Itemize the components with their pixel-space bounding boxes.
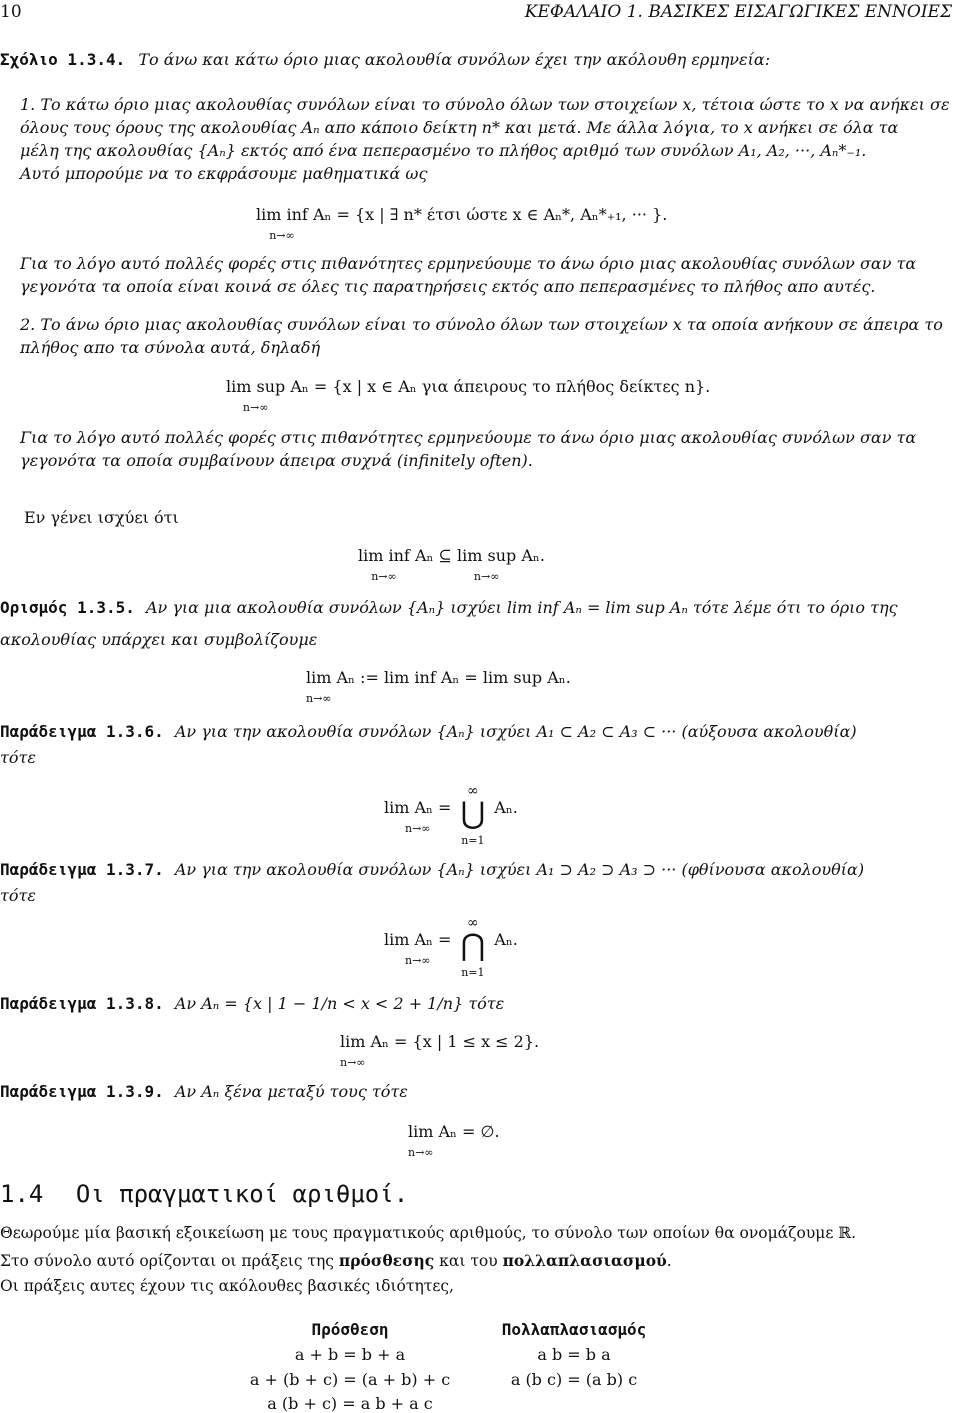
general-liminf-operator: lim inf <box>358 546 410 565</box>
section-line2-text: Στο σύνολο αυτό ορίζονται οι πράξεις της <box>0 1252 339 1270</box>
example-limit-equation <box>340 1032 539 1070</box>
example-label: Παράδειγμα 1.3.6. <box>0 722 164 741</box>
example-subscript: n→∞ <box>340 1056 366 1069</box>
table-cell-addition: a (b + c) = a b + a c <box>267 1394 433 1413</box>
item2-line: πλήθος απο τα σύνολα αυτά, δηλαδή <box>20 338 321 357</box>
general-limsup-operator: lim sup <box>457 546 517 565</box>
general-liminf-rest: Aₙ ⊆ <box>414 546 452 565</box>
section-line2-end: . <box>666 1252 672 1270</box>
running-title: ΚΕΦΑΛΑΙΟ 1. ΒΑΣΙΚΕΣ ΕΙΣΑΓΩΓΙΚΕΣ ΕΝΝΟΙΕΣ <box>524 2 952 22</box>
intersection-limit-subscript: n→∞ <box>405 954 431 967</box>
definition-subscript: n→∞ <box>306 692 332 705</box>
example-1-3-9 <box>0 1082 408 1101</box>
union-limit-subscript: n→∞ <box>405 822 431 835</box>
example-equation: lim Aₙ = {x | 1 ≤ x ≤ 2}. <box>340 1032 540 1051</box>
multiplication-term: πολλαπλασιασμού <box>502 1251 667 1270</box>
definition-line1: Αν για μια ακολουθία συνόλων {Aₙ} ισχύει lim inf Aₙ = lim sup Aₙ τότε λέμε ότι το όριο της <box>145 598 898 617</box>
item2-after-text <box>20 426 916 472</box>
remark <box>0 50 770 69</box>
item1-after-text <box>20 252 916 298</box>
limsup-operator: lim sup <box>226 377 286 396</box>
remark-intro: Το άνω και κάτω όριο μιας ακολουθία συνόλων έχει την ακόλουθη ερμηνεία: <box>138 50 771 69</box>
table-cell-multiplication: a b = b a <box>537 1345 611 1364</box>
liminf-definition: Aₙ = {x | ∃ n* έτσι ώστε x ∈ Aₙ*, Aₙ*₊₁, ··· }. <box>312 205 668 224</box>
definition-limit-equation: lim Aₙ := lim inf Aₙ = lim sup Aₙ. <box>306 668 571 687</box>
example-text: Αν για την ακολουθία συνόλων {Aₙ} ισχύει A₁ ⊂ A₂ ⊂ A₃ ⊂ ··· (αύξουσα ακολουθία) <box>174 722 857 741</box>
section-number: 1.4 <box>0 1180 44 1208</box>
table-cell-multiplication: a (b c) = (a b) c <box>510 1370 638 1389</box>
section-line2 <box>0 1251 672 1270</box>
general-limsup-subscript: n→∞ <box>473 570 500 583</box>
section-line2-mid: και του <box>434 1252 503 1270</box>
definition <box>0 598 898 617</box>
item1-after-line: Για το λόγο αυτό πολλές φορές στις πιθανότητες ερμηνεύουμε το άνω όριο μιας ακολουθίας συνόλων σαν τα <box>20 254 917 273</box>
definition-line2: ακολουθίας υπάρχει και συμβολίζουμε <box>0 630 318 649</box>
item1-line: όλους τους όρους της ακολουθίας Aₙ απο κάποιο δείκτη n* και μετά. Με άλλα λόγια, το x ανήκει σε όλα τα <box>20 118 899 137</box>
limsup-definition: Aₙ = {x | x ∈ Aₙ για άπειρους το πλήθος δείκτες n}. <box>290 377 711 396</box>
liminf-subscript: n→∞ <box>269 229 295 242</box>
item1-line: Αυτό μπορούμε να το εκφράσουμε μαθηματικά ως <box>20 164 428 183</box>
liminf-operator: lim inf <box>256 205 308 224</box>
intersection-icon: ⋂ <box>460 928 486 963</box>
table-header-multiplication: Πολλαπλασιασμός <box>501 1320 647 1339</box>
example-text2: τότε <box>0 748 36 767</box>
example-1-3-6 <box>0 722 857 741</box>
example-union-equation <box>384 780 518 848</box>
union-lhs: lim Aₙ = <box>384 798 452 817</box>
item2-line: 2. Το άνω όριο μιας ακολουθίας συνόλων είναι το σύνολο όλων των στοιχείων x τα οποία ανήκουν σε άπειρα το <box>20 315 943 334</box>
example-label: Παράδειγμα 1.3.9. <box>0 1082 164 1101</box>
example-text: Αν Aₙ ξένα μεταξύ τους τότε <box>174 1082 408 1101</box>
intersection-rhs: Aₙ. <box>494 930 518 949</box>
limsup-subscript: n→∞ <box>242 401 269 414</box>
example-empty-equation <box>408 1122 500 1160</box>
union-top: ∞ <box>467 783 479 799</box>
union-bottom: n=1 <box>461 834 485 847</box>
example-label: Παράδειγμα 1.3.7. <box>0 860 164 879</box>
item2-after-line: Για το λόγο αυτό πολλές φορές στις πιθανότητες ερμηνεύουμε το άνω όριο μιας ακολουθίας συνόλων σαν τα <box>20 428 917 447</box>
example-1-3-7 <box>0 860 864 879</box>
example-label: Παράδειγμα 1.3.8. <box>0 994 164 1013</box>
section-heading <box>0 1180 408 1208</box>
section-line1: Θεωρούμε μία βασική εξοικείωση με τους πραγματικούς αριθμούς, το σύνολο των οποίων θα ονομάζουμε ℝ. <box>0 1224 857 1242</box>
union-icon: ⋃ <box>460 796 486 831</box>
example-1-3-8 <box>0 994 504 1013</box>
item2-after-line: γεγονότα τα οποία συμβαίνουν άπειρα συχνά (infinitely often). <box>20 451 533 470</box>
union-rhs: Aₙ. <box>494 798 518 817</box>
general-inclusion <box>358 546 545 584</box>
general-text: Εν γένει ισχύει ότι <box>24 508 179 527</box>
table-cell-addition: a + (b + c) = (a + b) + c <box>249 1370 451 1389</box>
table-cell-addition: a + b = b + a <box>294 1345 406 1364</box>
equation-liminf <box>256 205 667 243</box>
example-subscript: n→∞ <box>408 1146 434 1159</box>
definition-equation <box>306 668 571 706</box>
example-equation: lim Aₙ = ∅. <box>408 1122 500 1141</box>
intersection-bottom: n=1 <box>461 966 485 979</box>
addition-term: πρόσθεσης <box>338 1251 435 1270</box>
example-intersection-equation <box>384 912 518 980</box>
section-title: Οι πραγματικοί αριθμοί. <box>75 1180 409 1208</box>
item1-after-line: γεγονότα τα οποία είναι κοινά σε όλες τις παρατηρήσεις εκτός απο πεπερασμένες το πλήθος απο αυτές. <box>20 277 876 296</box>
general-liminf-subscript: n→∞ <box>371 570 397 583</box>
general-limsup-rest: Aₙ. <box>521 546 545 565</box>
item1-line: 1. Το κάτω όριο μιας ακολουθίας συνόλων είναι το σύνολο όλων των στοιχείων x, τέτοια ώστε το x να ανήκει σε <box>20 95 950 114</box>
remark-label: Σχόλιο 1.3.4. <box>0 50 126 69</box>
table-header-addition: Πρόσθεση <box>311 1320 389 1339</box>
item2-text <box>20 313 943 359</box>
item1-text <box>20 93 950 185</box>
equation-limsup <box>226 377 710 415</box>
section-line3: Οι πράξεις αυτες έχουν τις ακόλουθες βασικές ιδιότητες, <box>0 1277 454 1295</box>
definition-label: Ορισμός 1.3.5. <box>0 598 135 617</box>
example-text: Αν για την ακολουθία συνόλων {Aₙ} ισχύει A₁ ⊃ A₂ ⊃ A₃ ⊃ ··· (φθίνουσα ακολουθία) <box>174 860 865 879</box>
intersection-top: ∞ <box>467 915 479 931</box>
example-text2: τότε <box>0 886 36 905</box>
page-number: 10 <box>0 2 22 22</box>
item1-line: μέλη της ακολουθίας {Aₙ} εκτός από ένα πεπερασμένο το πλήθος αριθμό των συνόλων A₁, A₂, ···, Aₙ*₋₁. <box>20 141 867 160</box>
example-text: Αν Aₙ = {x | 1 − 1/n < x < 2 + 1/n} τότε <box>174 994 505 1013</box>
intersection-lhs: lim Aₙ = <box>384 930 452 949</box>
